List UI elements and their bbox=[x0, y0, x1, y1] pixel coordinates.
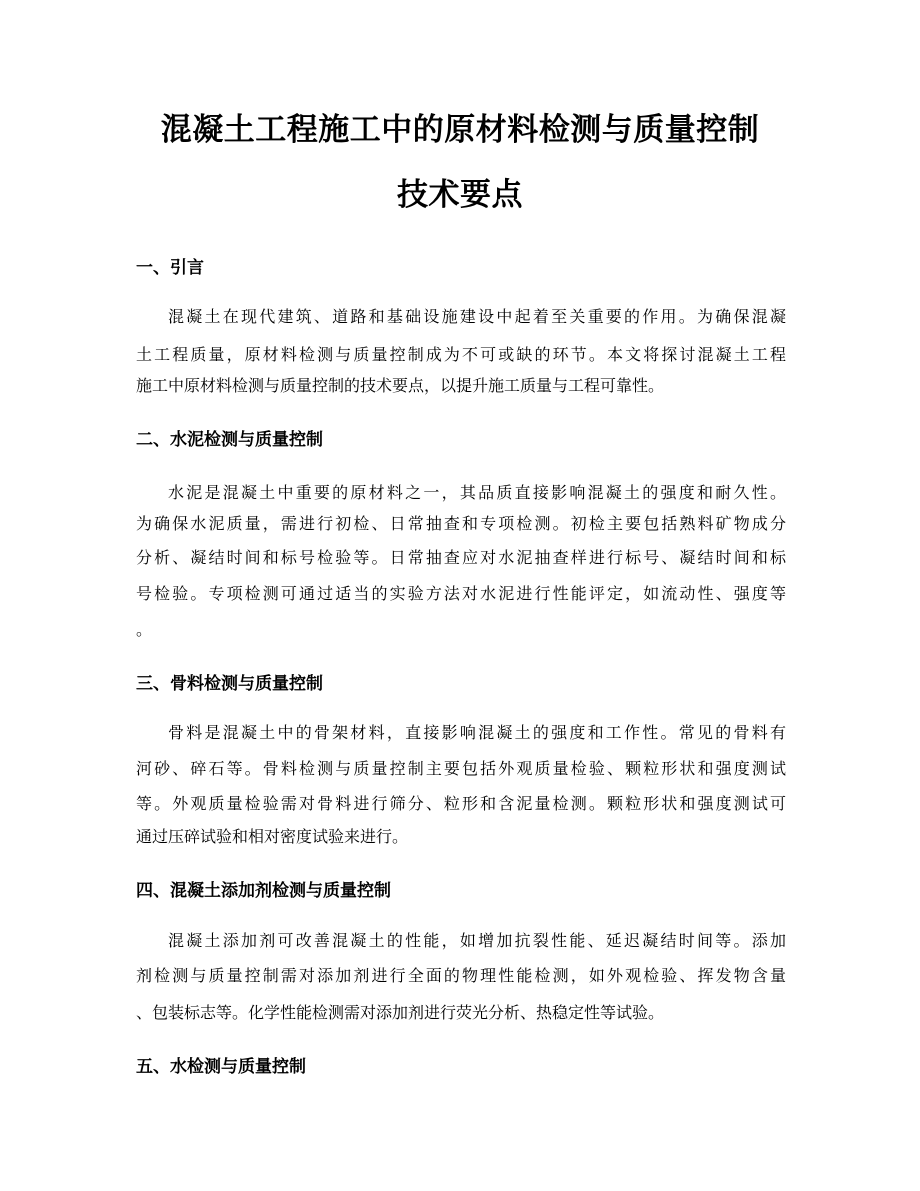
paragraph-line: 河砂、碎石等。骨料检测与质量控制主要包括外观质量检验、颗粒形状和强度测试 bbox=[136, 759, 786, 778]
paragraph-line: 混凝土添加剂可改善混凝土的性能，如增加抗裂性能、延迟凝结时间等。添加 bbox=[168, 931, 786, 950]
paragraph-line: 。 bbox=[136, 620, 153, 639]
paragraph-line: 土工程质量，原材料检测与质量控制成为不可或缺的环节。本文将探讨混凝土工程 bbox=[136, 345, 786, 364]
document-title-line-2: 技术要点 bbox=[397, 177, 523, 213]
paragraph-line: 号检验。专项检测可通过适当的实验方法对水泥进行性能评定，如流动性、强度等 bbox=[136, 584, 786, 603]
paragraph-line: 、包装标志等。化学性能检测需对添加剂进行荧光分析、热稳定性等试验。 bbox=[136, 1003, 665, 1022]
section-heading-aggregate: 三、骨料检测与质量控制 bbox=[136, 674, 323, 694]
paragraph-line: 等。外观质量检验需对骨料进行筛分、粒形和含泥量检测。颗粒形状和强度测试可 bbox=[136, 794, 786, 813]
paragraph-line: 为确保水泥质量，需进行初检、日常抽查和专项检测。初检主要包括熟料矿物成分 bbox=[136, 514, 786, 533]
section-heading-cement: 二、水泥检测与质量控制 bbox=[136, 430, 323, 450]
paragraph-line: 通过压碎试验和相对密度试验来进行。 bbox=[136, 827, 409, 846]
paragraph-line: 水泥是混凝土中重要的原材料之一，其品质直接影响混凝土的强度和耐久性。 bbox=[168, 483, 786, 502]
section-heading-admixture: 四、混凝土添加剂检测与质量控制 bbox=[136, 881, 391, 901]
paragraph-line: 骨料是混凝土中的骨架材料，直接影响混凝土的强度和工作性。常见的骨料有 bbox=[168, 723, 786, 742]
paragraph-line: 分析、凝结时间和标号检验等。日常抽查应对水泥抽查样进行标号、凝结时间和标 bbox=[136, 548, 786, 567]
paragraph-line: 剂检测与质量控制需对添加剂进行全面的物理性能检测，如外观检验、挥发物含量 bbox=[136, 966, 786, 985]
document-title-line-1: 混凝土工程施工中的原材料检测与质量控制 bbox=[160, 112, 760, 148]
section-heading-water: 五、水检测与质量控制 bbox=[136, 1057, 306, 1077]
paragraph-line: 混凝土在现代建筑、道路和基础设施建设中起着至关重要的作用。为确保混凝 bbox=[168, 307, 786, 326]
section-heading-introduction: 一、引言 bbox=[136, 258, 204, 278]
paragraph-line: 施工中原材料检测与质量控制的技术要点，以提升施工质量与工程可靠性。 bbox=[136, 376, 665, 395]
